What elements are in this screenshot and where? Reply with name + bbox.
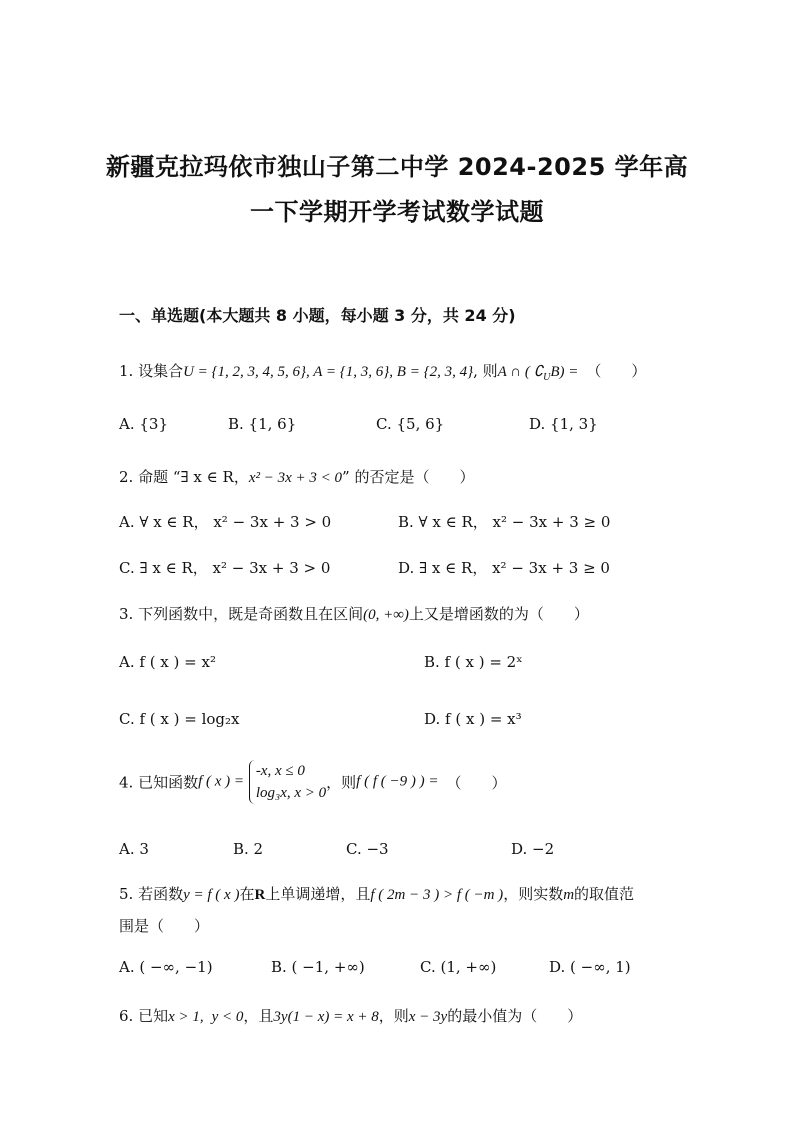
q1-option-a: A. {3} (119, 415, 168, 433)
q2-tail: ” 的否定是（ ） (342, 468, 475, 486)
q6-and: ，且 (243, 1007, 274, 1025)
q5-in: 在 (239, 885, 255, 903)
q5-ineq: f ( 2m − 3 ) > f ( −m ) (370, 887, 504, 903)
q3-option-c: C. f ( x ) = log₂x (119, 710, 240, 728)
q5-option-c: C. (1, +∞) (420, 958, 497, 976)
q5-range: 的取值范 (574, 885, 635, 903)
q4-expr: f ( f ( −9 ) ) = (356, 773, 439, 790)
question-4 (119, 760, 506, 804)
q3-interval: (0, +∞) (363, 607, 409, 623)
q4-option-b: B. 2 (233, 840, 264, 858)
q6-expr: x − 3y (408, 1009, 448, 1025)
q4-option-a: A. 3 (119, 840, 149, 858)
q5-option-b: B. ( −1, +∞) (271, 958, 365, 976)
q6-cond2: y < 0 (211, 1009, 244, 1025)
question-6 (119, 1005, 582, 1026)
q2-option-c: C. ∃ x ∈ R， x² − 3x + 3 > 0 (119, 559, 331, 577)
question-2 (119, 466, 474, 487)
q6-tail: 的最小值为（ ） (447, 1007, 583, 1025)
section-heading: 一、单选题(本大题共 8 小题，每小题 3 分，共 24 分) (119, 306, 516, 325)
q4-paren: （ ） (446, 773, 507, 792)
question-3 (119, 603, 589, 624)
q1-label: 1. 设集合 (119, 362, 184, 380)
q4-option-c: C. −3 (346, 840, 389, 858)
q5-R: R (254, 887, 266, 903)
q5-mono: 上单调递增，且 (265, 885, 371, 903)
title-line-2: 一下学期开学考试数学试题 (250, 198, 544, 226)
q5-option-d: D. ( −∞, 1) (549, 958, 631, 976)
q2-expr: x² − 3x + 3 < 0 (248, 470, 343, 486)
question-5-line-2: 围是（ ） (119, 917, 210, 935)
q5-label: 5. 若函数 (119, 885, 184, 903)
question-5 (119, 883, 634, 904)
q4-option-d: D. −2 (511, 840, 555, 858)
q3-tail: 上又是增函数的为（ ） (408, 605, 589, 623)
q3-option-b: B. f ( x ) = 2ˣ (424, 653, 523, 671)
q2-option-d: D. ∃ x ∈ R， x² − 3x + 3 ≥ 0 (398, 559, 610, 577)
q4-case-2: log₃x, x > 0 (255, 785, 327, 801)
q6-eq: 3y(1 − x) = x + 8 (273, 1009, 379, 1025)
q2-option-b: B. ∀ x ∈ R， x² − 3x + 3 ≥ 0 (398, 513, 611, 531)
q5-real: ，则实数 (503, 885, 564, 903)
q1-expr-end: B) = (550, 364, 579, 380)
q4-then: ，则 (326, 773, 357, 792)
q4-piecewise (249, 760, 326, 804)
q1-expr: A ∩ ( ∁ (497, 364, 544, 380)
q3-option-d: D. f ( x ) = x³ (424, 710, 522, 728)
q1-paren: （ ） (586, 362, 647, 380)
q3-label: 3. 下列函数中，既是奇函数且在区间 (119, 605, 364, 623)
title-line-1: 新疆克拉玛依市独山子第二中学 2024-2025 学年高 (105, 153, 689, 181)
q6-label: 6. 已知 (119, 1007, 169, 1025)
q5-func: y = f ( x ) (183, 887, 240, 903)
q5-m: m (563, 887, 575, 903)
q1-option-b: B. {1, 6} (228, 415, 297, 433)
q4-label: 4. 已知函数 (119, 773, 199, 792)
q1-option-d: D. {1, 3} (529, 415, 598, 433)
question-1 (119, 360, 646, 383)
q2-option-a: A. ∀ x ∈ R， x² − 3x + 3 > 0 (119, 513, 332, 531)
q6-then: ，则 (378, 1007, 409, 1025)
q4-case-1: -x, x ≤ 0 (255, 763, 305, 779)
q1-then: , 则 (473, 362, 498, 380)
q3-option-a: A. f ( x ) = x² (119, 653, 216, 671)
q1-sets: U = {1, 2, 3, 4, 5, 6}, A = {1, 3, 6}, B = {2, 3, 4} (183, 364, 474, 380)
q2-label: 2. 命题 “∃ x ∈ R， (119, 468, 249, 486)
q6-cond1: x > 1, (168, 1009, 204, 1025)
q4-fx: f ( x ) = (198, 773, 245, 790)
q5-option-a: A. ( −∞, −1) (119, 958, 213, 976)
q1-sub: U (543, 372, 551, 383)
q1-option-c: C. {5, 6} (376, 415, 445, 433)
